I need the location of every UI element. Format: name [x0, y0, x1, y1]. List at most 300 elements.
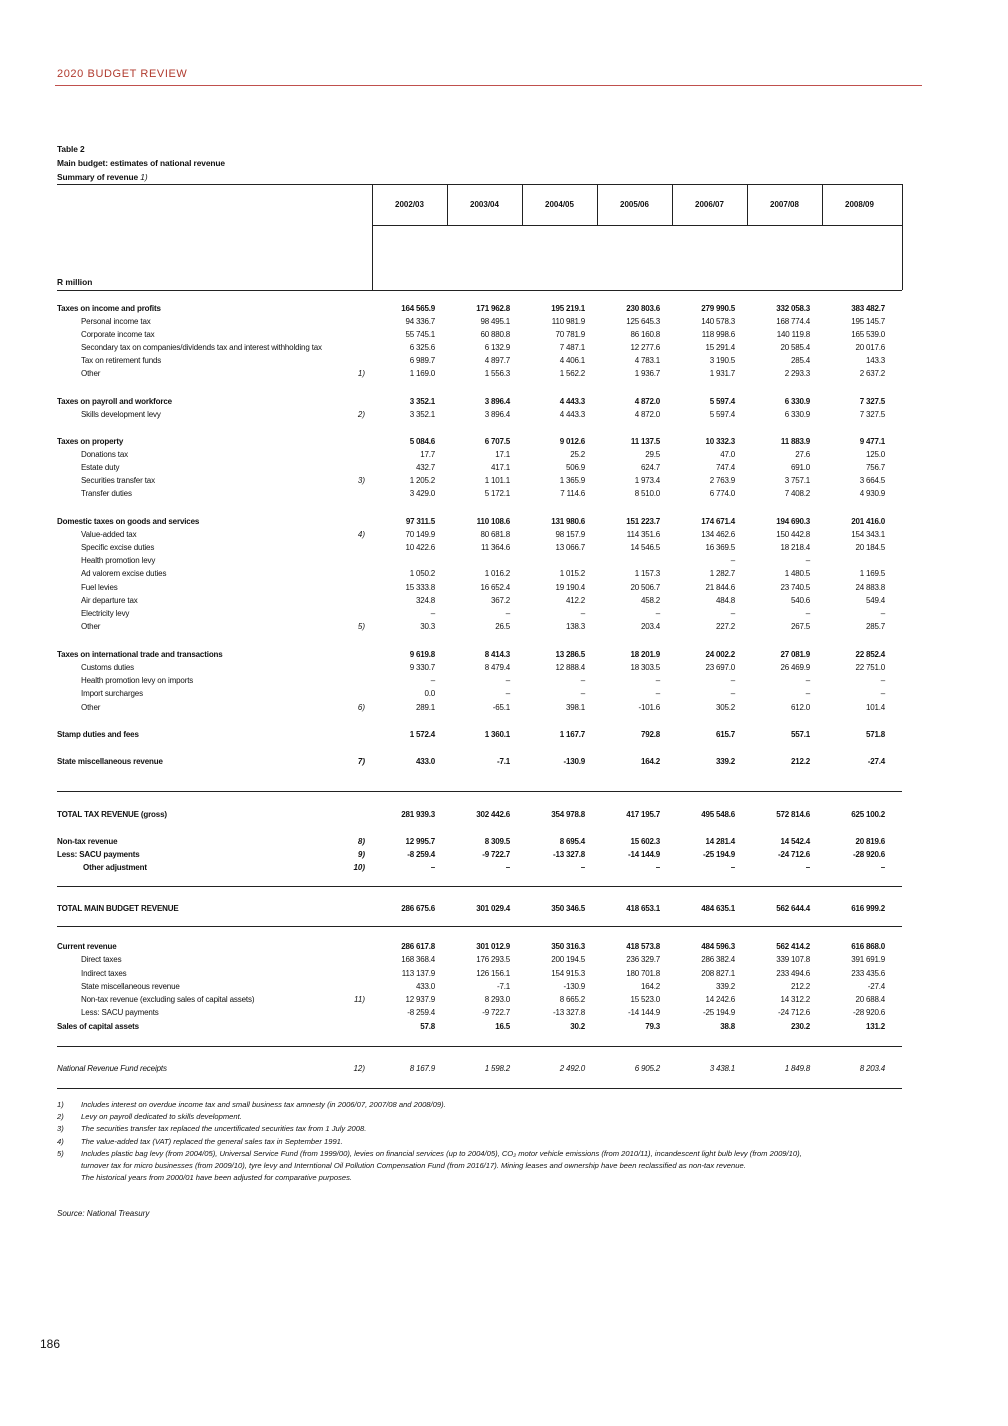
table-cell: 131 980.6 — [551, 517, 585, 526]
table-cell: 30.3 — [420, 622, 435, 631]
table-cell: 3 896.4 — [484, 397, 510, 406]
table-cell: 540.6 — [790, 596, 810, 605]
footnote-text: Levy on payroll dedicated to skills development. — [81, 1112, 242, 1122]
row-label: Less: SACU payments — [81, 1008, 159, 1017]
table-cell: – — [805, 609, 810, 618]
table-cell: 47.0 — [720, 450, 735, 459]
table-cell: 8 665.2 — [559, 995, 585, 1004]
table-cell: 29.5 — [645, 450, 660, 459]
table-cell: 417.1 — [490, 463, 510, 472]
table-row — [57, 554, 887, 567]
footnote-text: Includes plastic bag levy (from 2004/05), Universal Service Fund (from 1999/00), levies on financial services (up to 2004/05), CO₂ motor vehicle emissions (from 2010/11), incandescent light bulb levy (from 2009/10), — [81, 1148, 802, 1158]
footnote-number: 5) — [57, 1148, 64, 1158]
table-cell: 3 438.1 — [709, 1064, 735, 1073]
table-cell: 17.7 — [420, 450, 435, 459]
table-cell: 16 369.5 — [705, 543, 735, 552]
table-cell: 7 487.1 — [559, 343, 585, 352]
table-cell: 79.3 — [645, 1022, 660, 1031]
footnote — [57, 1136, 907, 1148]
table-cell: 412.2 — [565, 596, 585, 605]
table-cell: 418 573.8 — [626, 942, 660, 951]
table-cell: 212.2 — [790, 757, 810, 766]
table-cell: -27.4 — [867, 982, 885, 991]
table-cell: 97 311.5 — [405, 517, 435, 526]
table-cell: 21 844.6 — [705, 583, 735, 592]
table-cell: 9 012.6 — [559, 437, 585, 446]
table-cell: 8 414.3 — [484, 650, 510, 659]
table-cell: – — [580, 676, 585, 685]
table-cell: 23 697.0 — [705, 663, 735, 672]
table-cell: 20 819.6 — [855, 837, 885, 846]
table-cell: – — [730, 609, 735, 618]
table-row — [57, 581, 887, 594]
table-cell: 11 137.5 — [630, 437, 660, 446]
table-cell: 11 364.6 — [481, 543, 510, 552]
table-cell: 208 827.1 — [701, 969, 735, 978]
table-cell: -7.1 — [497, 757, 510, 766]
table-cell: 80 681.8 — [480, 530, 510, 539]
table-cell: 18 218.4 — [780, 543, 810, 552]
table-row — [57, 848, 887, 861]
table-cell: 339.2 — [715, 757, 735, 766]
table-cell: 20 506.7 — [630, 583, 660, 592]
table-cell: 616 999.2 — [851, 904, 885, 913]
table-cell: 7 114.6 — [560, 489, 585, 498]
unit-label: R million — [57, 277, 93, 287]
table-cell: 1 598.2 — [484, 1064, 510, 1073]
table-title: Main budget: estimates of national revenue — [57, 158, 225, 168]
row-label: Health promotion levy on imports — [81, 676, 194, 685]
footnotes — [57, 1099, 907, 1184]
table-cell: 227.2 — [715, 622, 735, 631]
table-cell: 1 365.9 — [559, 476, 585, 485]
table-cell: – — [805, 556, 810, 565]
table-cell: 557.1 — [790, 730, 810, 739]
table-cell: – — [505, 689, 510, 698]
table-cell: 19 190.4 — [555, 583, 585, 592]
table-cell: 150 442.8 — [776, 530, 810, 539]
table-cell: – — [430, 676, 435, 685]
table-cell: 212.2 — [790, 982, 810, 991]
table-cell: 7 327.5 — [859, 410, 885, 419]
table-row — [57, 328, 887, 341]
table-cell: 1 015.2 — [559, 569, 585, 578]
table-cell: 756.7 — [865, 463, 885, 472]
table-cell: 1 572.4 — [409, 730, 435, 739]
table-cell: 417 195.7 — [626, 810, 660, 819]
table-cell: 562 644.4 — [776, 904, 810, 913]
footnote-number: 4) — [57, 1136, 64, 1146]
table-cell: 9 477.1 — [859, 437, 885, 446]
table-cell: 174 671.4 — [701, 517, 735, 526]
table-cell: 624.7 — [640, 463, 660, 472]
row-label: Stamp duties and fees — [57, 730, 139, 739]
table-bottom-rule — [57, 1088, 902, 1089]
table-cell: 194 690.3 — [776, 517, 810, 526]
table-row — [57, 620, 887, 633]
row-label: Transfer duties — [81, 489, 132, 498]
table-cell: 6 330.9 — [784, 397, 810, 406]
table-cell: 195 145.7 — [851, 317, 885, 326]
table-cell: 8 479.4 — [484, 663, 510, 672]
table-cell: 2 293.3 — [784, 369, 810, 378]
row-label: State miscellaneous revenue — [57, 757, 163, 766]
table-cell: 5 172.1 — [484, 489, 510, 498]
table-cell: 14 546.5 — [630, 543, 660, 552]
table-cell: 1 360.1 — [484, 730, 510, 739]
row-label: Current revenue — [57, 942, 117, 951]
table-cell: -9 722.7 — [482, 1008, 510, 1017]
table-cell: 301 029.4 — [476, 904, 510, 913]
table-cell: 12 995.7 — [405, 837, 435, 846]
table-row — [57, 354, 887, 367]
table-cell: 7 327.5 — [859, 397, 885, 406]
table-cell: 15 602.3 — [630, 837, 660, 846]
table-cell: 101.4 — [865, 703, 885, 712]
table-number: Table 2 — [57, 144, 85, 154]
footnote — [57, 1172, 907, 1184]
table-cell: 432.7 — [415, 463, 435, 472]
table-row — [57, 861, 887, 874]
table-row — [57, 967, 887, 980]
table-cell: 98 157.9 — [555, 530, 585, 539]
row-label: Donations tax — [81, 450, 128, 459]
row-label: Health promotion levy — [81, 556, 156, 565]
table-cell: 230 803.6 — [626, 304, 660, 313]
table-cell: 302 442.6 — [476, 810, 510, 819]
table-cell: 151 223.7 — [626, 517, 660, 526]
row-label: Other — [81, 369, 101, 378]
table-row — [57, 607, 887, 620]
table-cell: – — [655, 689, 660, 698]
table-cell: 98 495.1 — [480, 317, 510, 326]
table-cell: 3 352.1 — [409, 410, 435, 419]
row-label: Non-tax revenue (excluding sales of capital assets) — [81, 995, 255, 1004]
table-cell: – — [805, 863, 810, 872]
table-cell: 14 312.2 — [780, 995, 810, 1004]
table-cell: 20 688.4 — [855, 995, 885, 1004]
year-header-rule — [372, 225, 902, 226]
table-cell: 15 291.4 — [705, 343, 735, 352]
table-cell: 747.4 — [715, 463, 735, 472]
table-cell: 70 781.9 — [555, 330, 585, 339]
table-cell: 398.1 — [565, 703, 585, 712]
table-cell: – — [805, 676, 810, 685]
row-footnote-ref: 1) — [357, 369, 365, 378]
table-cell: 286 382.4 — [701, 955, 735, 964]
table-cell: 4 872.0 — [634, 410, 660, 419]
table-cell: 1 931.7 — [709, 369, 735, 378]
table-cell: 281 939.3 — [401, 810, 435, 819]
table-cell: 60 880.8 — [480, 330, 510, 339]
table-cell: 164 565.9 — [401, 304, 435, 313]
table-cell: – — [880, 689, 885, 698]
table-cell: -25 194.9 — [702, 850, 735, 859]
table-cell: 27.6 — [795, 450, 810, 459]
table-cell: 383 482.7 — [851, 304, 885, 313]
table-cell: 792.8 — [640, 730, 660, 739]
table-row — [57, 474, 887, 487]
table-cell: 4 930.9 — [859, 489, 885, 498]
table-cell: 114 351.6 — [626, 530, 660, 539]
table-row — [57, 993, 887, 1006]
table-cell: 16.5 — [495, 1022, 510, 1031]
table-row — [57, 980, 887, 993]
table-row — [57, 567, 887, 580]
table-cell: 118 998.6 — [701, 330, 735, 339]
table-cell: 23 740.5 — [780, 583, 810, 592]
table-cell: 350 346.5 — [551, 904, 585, 913]
table-cell: 20 017.6 — [855, 343, 885, 352]
table-cell: 267.5 — [790, 622, 810, 631]
table-row — [57, 315, 887, 328]
table-cell: – — [580, 689, 585, 698]
table-cell: 433.0 — [415, 982, 435, 991]
column-header-year: 2004/05 — [545, 200, 574, 209]
table-cell: – — [730, 556, 735, 565]
table-cell: -28 920.6 — [852, 850, 885, 859]
table-cell: 6 330.9 — [784, 410, 810, 419]
column-rule — [902, 184, 903, 290]
table-cell: – — [655, 863, 660, 872]
table-cell: 26 469.9 — [780, 663, 810, 672]
footnote-text: turnover tax for micro businesses (from 2009/10), tyre levy and Interntional Oil Pollution Compensation Fund (from 2016/17). Mining leases and ownership have been reclassified as non-tax revenue. — [81, 1161, 746, 1171]
table-cell: 125.0 — [865, 450, 885, 459]
table-cell: 289.1 — [415, 703, 435, 712]
table-cell: 1 480.5 — [784, 569, 810, 578]
table-cell: 5 597.4 — [709, 410, 735, 419]
table-cell: 134 462.6 — [701, 530, 735, 539]
table-cell: 3 429.0 — [409, 489, 435, 498]
table-row — [57, 953, 887, 966]
table-cell: 70 149.9 — [405, 530, 435, 539]
table-row — [57, 395, 887, 408]
table-cell: – — [880, 676, 885, 685]
table-cell: 3 190.5 — [709, 356, 735, 365]
table-cell: 4 872.0 — [634, 397, 660, 406]
row-label: Electricity levy — [81, 609, 130, 618]
table-cell: -130.9 — [563, 982, 585, 991]
table-cell: 6 989.7 — [409, 356, 435, 365]
table-cell: 3 352.1 — [409, 397, 435, 406]
row-footnote-ref: 3) — [357, 476, 365, 485]
table-row — [57, 408, 887, 421]
row-label: Domestic taxes on goods and services — [57, 517, 200, 526]
table-cell: – — [655, 676, 660, 685]
table-cell: 16 652.4 — [480, 583, 510, 592]
table-cell: – — [880, 863, 885, 872]
footnote-number: 3) — [57, 1124, 64, 1134]
table-cell: 625 100.2 — [851, 810, 885, 819]
table-cell: 1 562.2 — [559, 369, 585, 378]
table-cell: 176 293.5 — [476, 955, 510, 964]
row-label: Customs duties — [81, 663, 135, 672]
row-label: TOTAL MAIN BUDGET REVENUE — [57, 904, 179, 913]
row-footnote-ref: 4) — [357, 530, 365, 539]
table-cell: 195 219.1 — [551, 304, 585, 313]
page-number: 186 — [40, 1337, 61, 1351]
table-cell: 305.2 — [715, 703, 735, 712]
row-label: Direct taxes — [81, 955, 122, 964]
table-cell: 279 990.5 — [701, 304, 735, 313]
footnote — [57, 1148, 907, 1160]
table-cell: 24 002.2 — [705, 650, 735, 659]
table-cell: 10 332.3 — [705, 437, 735, 446]
table-cell: -27.4 — [867, 757, 885, 766]
table-cell: -8 259.4 — [407, 850, 435, 859]
table-cell: 180 701.8 — [626, 969, 660, 978]
table-cell: 6 707.5 — [484, 437, 510, 446]
table-cell: – — [430, 609, 435, 618]
table-cell: 30.2 — [570, 1022, 585, 1031]
footnote-text: The securities transfer tax replaced the uncertificated securities tax from 1 July 2008. — [81, 1124, 367, 1134]
header-rule — [55, 85, 922, 86]
row-footnote-ref: 9) — [357, 850, 365, 859]
table-cell: 201 416.0 — [851, 517, 885, 526]
table-cell: 94 336.7 — [405, 317, 435, 326]
table-row — [57, 487, 887, 500]
column-header-year: 2006/07 — [695, 200, 724, 209]
table-row — [57, 808, 887, 821]
table-cell: 8 510.0 — [634, 489, 660, 498]
table-cell: 18 201.9 — [630, 650, 660, 659]
rule-before-nrf — [57, 1046, 902, 1047]
table-cell: 418 653.1 — [626, 904, 660, 913]
row-label: Specific excise duties — [81, 543, 155, 552]
table-cell: 55 745.1 — [405, 330, 435, 339]
table-cell: 168 774.4 — [776, 317, 810, 326]
header-bottom-rule — [57, 290, 902, 291]
table-cell: – — [505, 609, 510, 618]
table-cell: 236 329.7 — [626, 955, 660, 964]
table-cell: -13 327.8 — [552, 850, 585, 859]
table-cell: 25.2 — [570, 450, 585, 459]
table-cell: 354 978.8 — [551, 810, 585, 819]
table-cell: 1 849.8 — [784, 1064, 810, 1073]
table-cell: 332 058.3 — [776, 304, 810, 313]
table-cell: 154 343.1 — [851, 530, 885, 539]
table-cell: 2 637.2 — [859, 369, 885, 378]
row-label: Sales of capital assets — [57, 1022, 139, 1031]
table-row — [57, 701, 887, 714]
table-cell: 7 408.2 — [784, 489, 810, 498]
table-cell: 562 414.2 — [776, 942, 810, 951]
footnote — [57, 1123, 907, 1135]
table-cell: 14 242.6 — [705, 995, 735, 1004]
row-label: Less: SACU payments — [57, 850, 140, 859]
row-footnote-ref: 6) — [357, 703, 365, 712]
table-cell: – — [880, 609, 885, 618]
table-cell: 286 617.8 — [401, 942, 435, 951]
table-cell: 484 635.1 — [701, 904, 735, 913]
row-label: Securities transfer tax — [81, 476, 155, 485]
table-cell: 15 523.0 — [630, 995, 660, 1004]
table-row — [57, 528, 887, 541]
table-cell: 13 066.7 — [555, 543, 585, 552]
table-row — [57, 755, 887, 768]
table-cell: 18 303.5 — [630, 663, 660, 672]
table-row — [57, 940, 887, 953]
table-cell: 9 619.8 — [409, 650, 435, 659]
table-cell: 154 915.3 — [551, 969, 585, 978]
row-label: Non-tax revenue — [57, 837, 118, 846]
table-cell: 3 896.4 — [484, 410, 510, 419]
table-cell: 3 664.5 — [859, 476, 885, 485]
table-cell: 549.4 — [865, 596, 885, 605]
rule-before-total-tax — [57, 791, 902, 792]
column-header-year: 2007/08 — [770, 200, 799, 209]
row-label: Corporate income tax — [81, 330, 155, 339]
row-label: Taxes on international trade and transactions — [57, 650, 223, 659]
table-row — [57, 674, 887, 687]
table-cell: 230.2 — [790, 1022, 810, 1031]
table-cell: 113 137.9 — [401, 969, 435, 978]
table-row — [57, 461, 887, 474]
row-label: Tax on retirement funds — [81, 356, 162, 365]
row-label: Fuel levies — [81, 583, 118, 592]
table-row — [57, 728, 887, 741]
table-cell: -101.6 — [638, 703, 660, 712]
table-cell: 1 169.0 — [409, 369, 435, 378]
table-cell: 22 751.0 — [855, 663, 885, 672]
row-label: Taxes on payroll and workforce — [57, 397, 172, 406]
table-cell: 9 330.7 — [409, 663, 435, 672]
row-label: Ad valorem excise duties — [81, 569, 167, 578]
footnote-text: The historical years from 2000/01 have been adjusted for comparative purposes. — [81, 1173, 352, 1183]
table-cell: 350 316.3 — [551, 942, 585, 951]
footnote — [57, 1111, 907, 1123]
table-cell: 10 422.6 — [405, 543, 435, 552]
table-cell: – — [655, 609, 660, 618]
table-cell: 2 763.9 — [709, 476, 735, 485]
table-cell: 12 277.6 — [630, 343, 660, 352]
table-cell: 125 645.3 — [626, 317, 660, 326]
footnote — [57, 1099, 907, 1111]
row-label: Taxes on income and profits — [57, 304, 161, 313]
table-cell: 6 325.6 — [409, 343, 435, 352]
table-cell: 26.5 — [495, 622, 510, 631]
table-cell: -13 327.8 — [552, 1008, 585, 1017]
table-cell: 2 492.0 — [559, 1064, 585, 1073]
table-cell: 1 282.7 — [709, 569, 735, 578]
table-cell: -65.1 — [492, 703, 510, 712]
table-cell: -28 920.6 — [852, 1008, 885, 1017]
row-footnote-ref: 5) — [357, 622, 365, 631]
table-cell: 12 937.9 — [405, 995, 435, 1004]
column-header-year: 2005/06 — [620, 200, 649, 209]
table-cell: 20 585.4 — [780, 343, 810, 352]
row-label: Skills development levy — [81, 410, 161, 419]
table-cell: 616 868.0 — [851, 942, 885, 951]
table-cell: 5 084.6 — [409, 437, 435, 446]
table-cell: 13 286.5 — [555, 650, 585, 659]
table-cell: 20 184.5 — [855, 543, 885, 552]
table-row — [57, 541, 887, 554]
row-label: Other adjustment — [83, 863, 147, 872]
row-footnote-ref: 10) — [353, 863, 365, 872]
table-cell: 286 675.6 — [401, 904, 435, 913]
table-cell: 301 012.9 — [476, 942, 510, 951]
table-cell: 571.8 — [865, 730, 885, 739]
table-cell: 8 167.9 — [409, 1064, 435, 1073]
table-row — [57, 435, 887, 448]
table-cell: 233 494.6 — [776, 969, 810, 978]
table-cell: – — [430, 863, 435, 872]
table-cell: 691.0 — [790, 463, 810, 472]
table-cell: 3 757.1 — [784, 476, 810, 485]
row-label: State miscellaneous revenue — [81, 982, 180, 991]
table-cell: 203.4 — [640, 622, 660, 631]
